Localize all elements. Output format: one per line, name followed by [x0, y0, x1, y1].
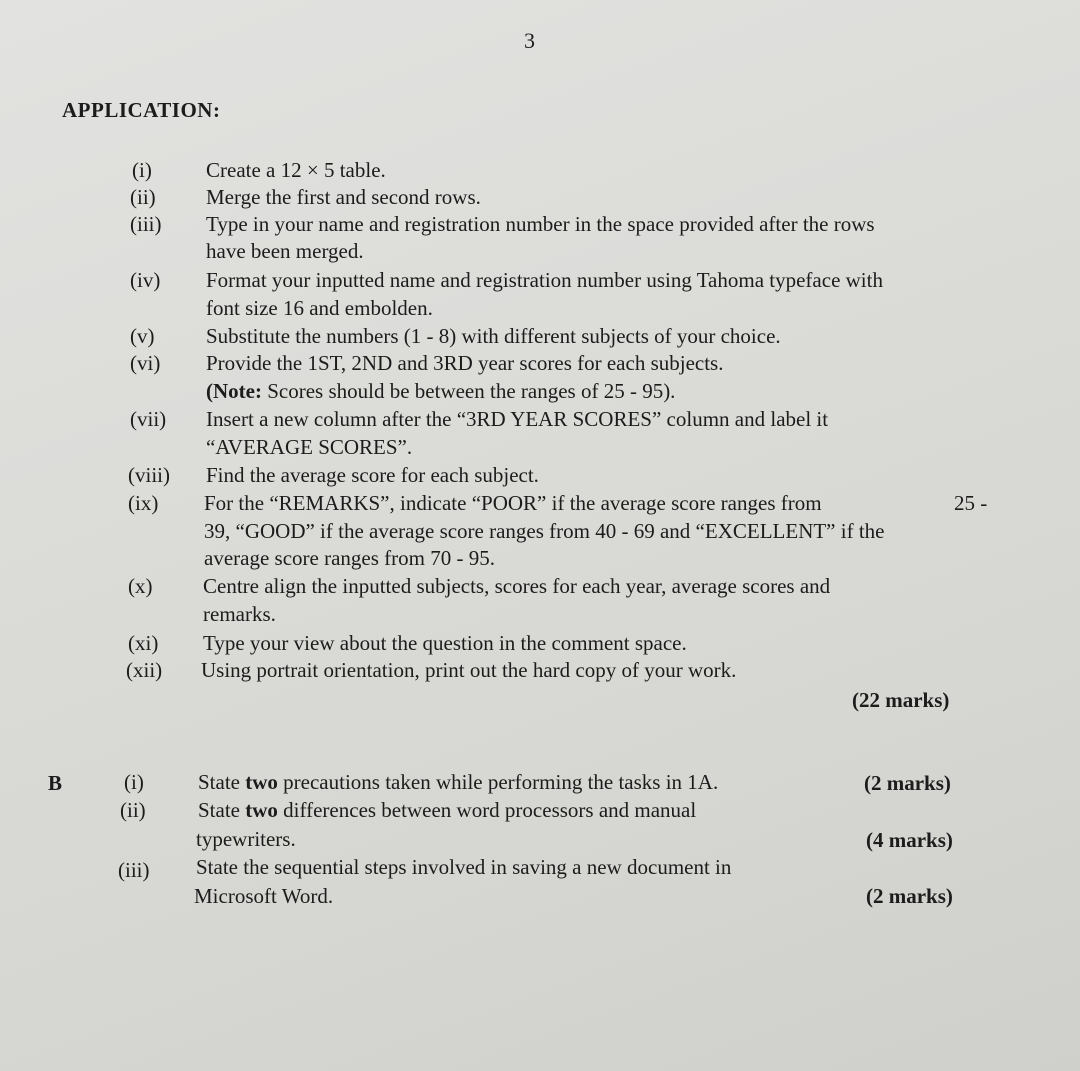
- item-text-continued: font size 16 and embolden.: [206, 296, 433, 320]
- item-number: (viii): [128, 463, 170, 487]
- item-text-trailing: 25 -: [954, 491, 988, 515]
- item-number: (ii): [120, 798, 146, 822]
- note-line: [206, 378, 675, 405]
- item-number: (vi): [130, 351, 161, 375]
- item-number: (i): [132, 158, 152, 182]
- item-text: Find the average score for each subject.: [206, 463, 539, 487]
- question-marks: (4 marks): [866, 828, 953, 852]
- item-text-pre: State: [198, 798, 246, 822]
- item-text: [198, 797, 696, 824]
- item-number: (iii): [118, 858, 150, 882]
- section-heading: APPLICATION:: [62, 98, 221, 122]
- item-text-bold: two: [245, 770, 278, 794]
- item-text-continued: 39, “GOOD” if the average score ranges from 40 - 69 and “EXCELLENT” if the: [204, 519, 885, 543]
- item-number: (iii): [130, 212, 162, 236]
- note-text: Scores should be between the ranges of 25 - 95).: [267, 379, 676, 403]
- item-number: (i): [124, 770, 144, 794]
- item-number: (iv): [130, 268, 161, 292]
- item-text-continued: “AVERAGE SCORES”.: [206, 435, 413, 459]
- item-number: (v): [130, 324, 155, 348]
- item-text: Format your inputted name and registration number using Tahoma typeface with: [206, 268, 883, 292]
- item-text: [198, 769, 718, 796]
- item-number: (xii): [126, 658, 163, 682]
- question-marks: (2 marks): [866, 884, 953, 908]
- item-text-post: precautions taken while performing the tasks in 1A.: [277, 770, 719, 794]
- item-text: Merge the first and second rows.: [206, 185, 481, 209]
- note-label: (Note:: [206, 379, 262, 403]
- item-text-post: differences between word processors and manual: [277, 798, 697, 822]
- item-text-continued: have been merged.: [206, 239, 364, 263]
- item-text: State the sequential steps involved in saving a new document in: [196, 855, 732, 879]
- item-text: Using portrait orientation, print out the hard copy of your work.: [201, 658, 737, 682]
- item-text: Centre align the inputted subjects, scores for each year, average scores and: [203, 574, 831, 598]
- item-text-bold: two: [245, 798, 278, 822]
- section-b-label: B: [48, 771, 63, 795]
- item-text-continued: remarks.: [203, 602, 276, 626]
- item-number: (ix): [128, 491, 159, 515]
- item-text: Provide the 1ST, 2ND and 3RD year scores for each subjects.: [206, 351, 724, 375]
- item-number: (vii): [130, 407, 167, 431]
- item-text-continued: average score ranges from 70 - 95.: [204, 546, 495, 570]
- item-number: (ii): [130, 185, 156, 209]
- section-a-marks: (22 marks): [852, 688, 950, 712]
- page-number: 3: [524, 28, 535, 53]
- item-text-continued: typewriters.: [196, 827, 296, 851]
- item-text: Create a 12 × 5 table.: [206, 158, 386, 182]
- item-text: Insert a new column after the “3RD YEAR SCORES” column and label it: [206, 407, 829, 431]
- item-text: Type your view about the question in the comment space.: [203, 631, 687, 655]
- question-marks: (2 marks): [864, 771, 951, 795]
- item-text: Substitute the numbers (1 - 8) with different subjects of your choice.: [206, 324, 781, 348]
- item-text: For the “REMARKS”, indicate “POOR” if the average score ranges from: [204, 491, 822, 515]
- item-number: (xi): [128, 631, 159, 655]
- item-text-continued: Microsoft Word.: [194, 884, 334, 908]
- item-number: (x): [128, 574, 153, 598]
- item-text: Type in your name and registration number in the space provided after the rows: [206, 212, 875, 236]
- item-text-pre: State: [198, 770, 246, 794]
